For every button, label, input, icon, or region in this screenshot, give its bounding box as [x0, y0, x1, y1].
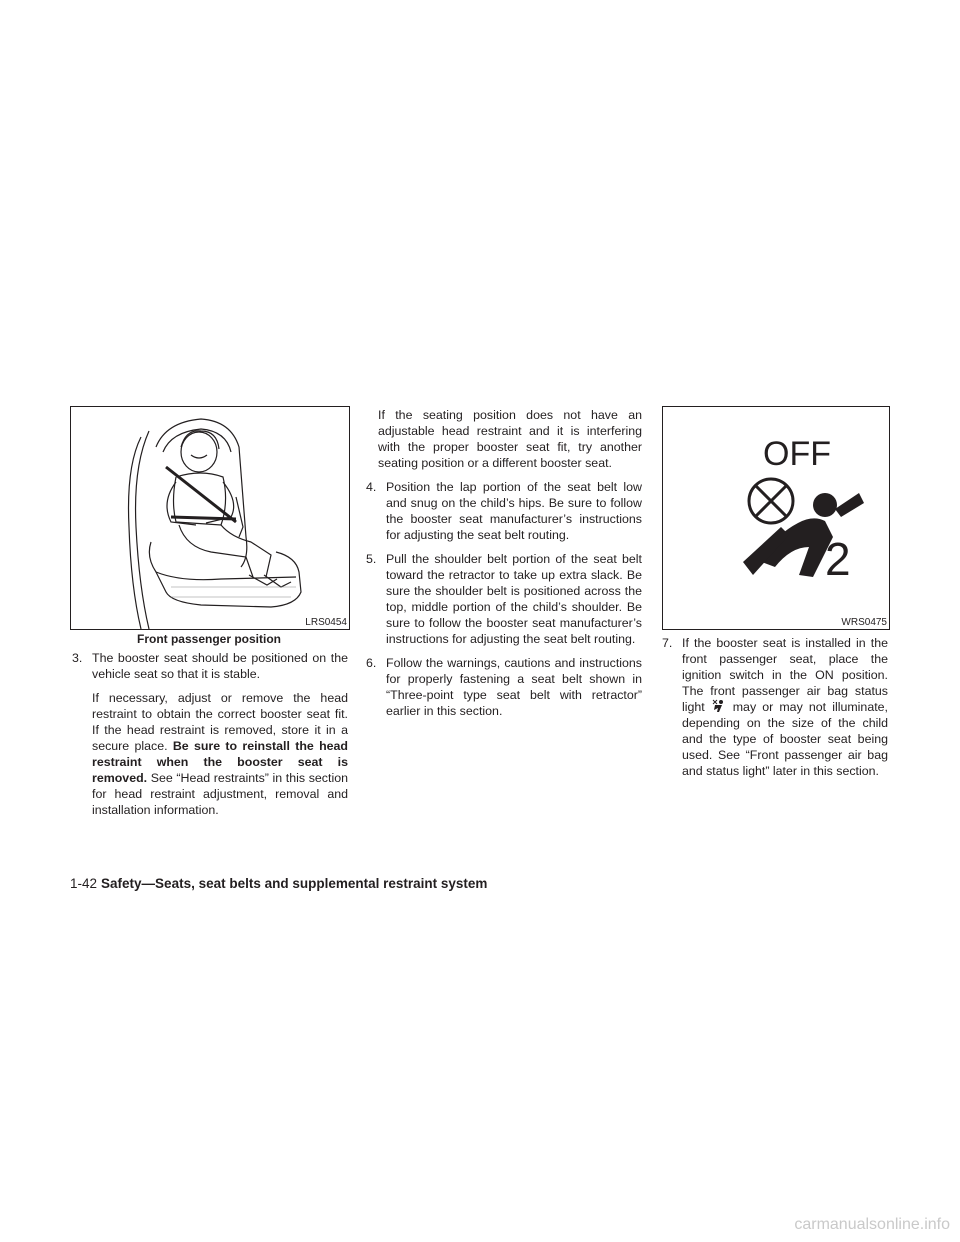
figure-right	[662, 406, 890, 630]
list-item: 3. The booster seat should be positioned on the vehicle seat so that it is stable.	[72, 651, 348, 681]
list-item: 4. Position the lap portion of the seat belt low and snug on the child’s hips. Be sure to follow the booster seat manufacturer’s instructions for adjusting the seat belt routing.	[366, 480, 642, 542]
section-title: Safety—Seats, seat belts and supplemental restraint system	[101, 876, 488, 891]
text-column-2	[366, 407, 642, 727]
list-item: 7. If the booster seat is installed in the front passenger seat, place the ignition switch in the ON position. The front passenger air bag status light may or may not illuminate, depending on the size of the child and the type of booster seat being used. See “Front passenger air bag and status light” later in this section.	[662, 636, 888, 778]
text-column-3	[662, 635, 888, 787]
off-label: OFF	[763, 435, 831, 473]
text-column-1	[72, 650, 348, 826]
figure-caption: Front passenger position	[136, 632, 281, 646]
paragraph: If the seating position does not have an adjustable head restraint and it is interfering with the proper booster seat fit, try another seating position or a different booster seat.	[378, 408, 642, 470]
seat-number: 2	[825, 533, 851, 585]
page-footer	[70, 876, 487, 891]
list-item: 6. Follow the warnings, cautions and instructions for properly fastening a seat belt shown in “Three-point type seat belt with retractor” earlier in this section.	[366, 656, 642, 718]
figure-left	[70, 406, 350, 630]
list-item: 5. Pull the shoulder belt portion of the seat belt toward the retractor to take up extra slack. Be sure the shoulder belt is positioned across the top, middle portion of the child’s shoulder. Be sure to follow the booster seat manufacturer’s instructions for adjusting the seat belt routing.	[366, 552, 642, 646]
child-booster-seat-illustration-icon	[71, 407, 349, 629]
paragraph: If necessary, adjust or remove the head restraint to obtain the correct booster seat fit. If the head restraint is removed, store it in a secure place. Be sure to reinstall the head restraint when the booster seat is removed. See “Head restraints” in this section for head restraint adjustment, removal and installation information.	[92, 691, 348, 817]
figure-code: LRS0454	[305, 617, 347, 628]
airbag-status-icon	[711, 699, 727, 713]
page-number: 1-42	[70, 876, 98, 891]
watermark: carmanualsonline.info	[794, 1216, 950, 1233]
airbag-off-indicator-icon	[663, 407, 889, 629]
figure-code: WRS0475	[841, 617, 887, 628]
